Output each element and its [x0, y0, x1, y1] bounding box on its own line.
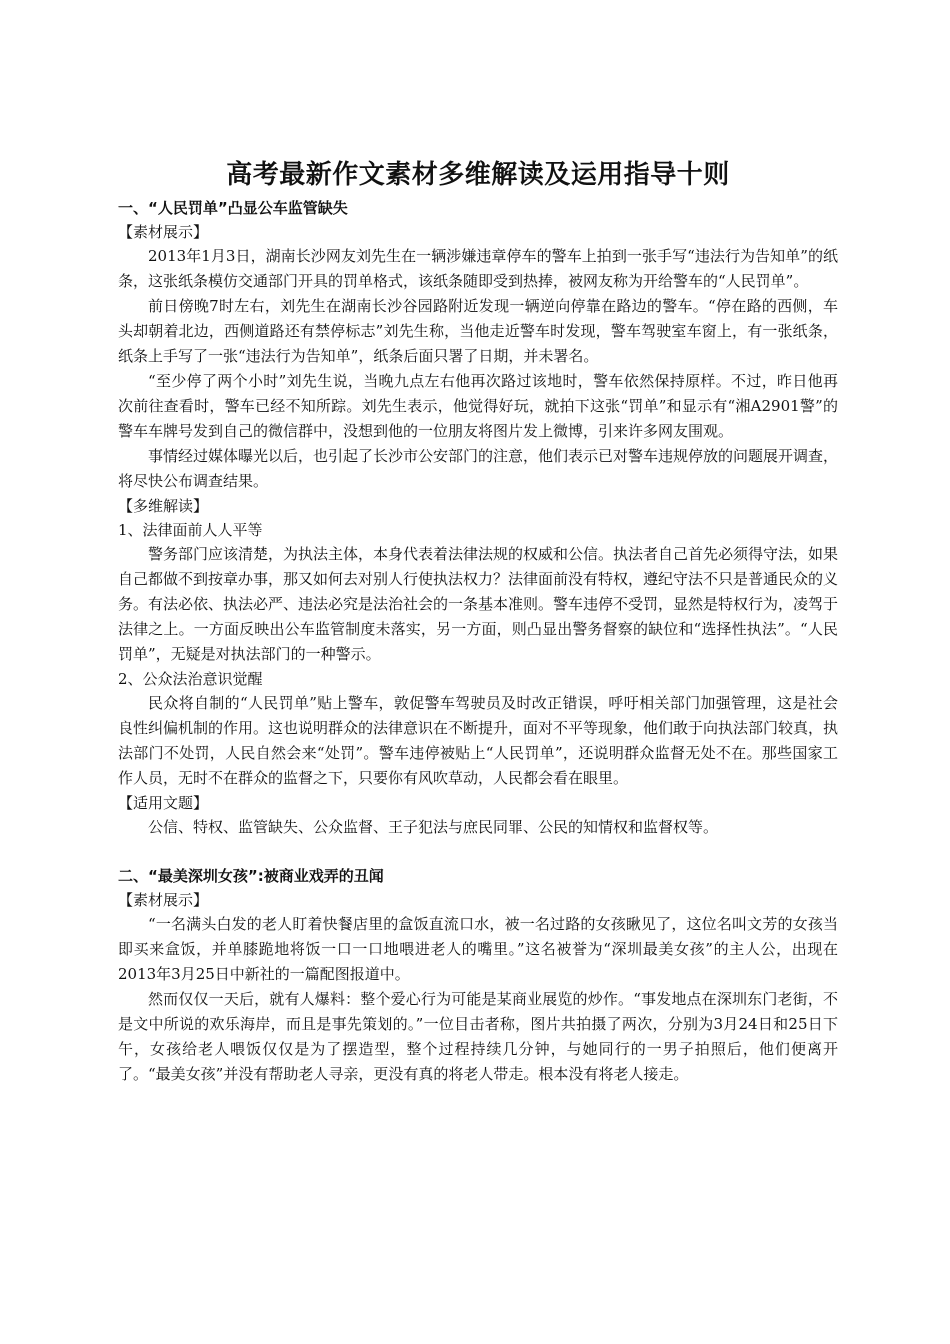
section-1-material-label: 【素材展示】 — [118, 223, 209, 241]
section-1-analysis-label: 【多维解读】 — [118, 497, 209, 515]
section-1-heading: 一、“人民罚单”凸显公车监管缺失 — [118, 199, 348, 217]
section-2-material-paragraph: 然而仅仅一天后，就有人爆料：整个爱心行为可能是某商业展览的炒作。“事发地点在深圳东门老街，不是文中所说的欢乐海岸，而且是事先策划的。”一位目击者称，图片共拍摄了两次，分别为3月24日和25日下午，女孩给老人喂饭仅仅是为了摆造型，整个过程持续几分钟，与她同行的一男子拍照后，他们便离开了。“最美女孩”并没有帮助老人寻亲，更没有真的将老人带走。根本没有将老人接走。 — [118, 990, 838, 1083]
section-1-material-paragraph: “至少停了两个小时”刘先生说，当晚九点左右他再次路过该地时，警车依然保持原样。不过，昨日他再次前往查看时，警车已经不知所踪。刘先生表示，他觉得好玩，就拍下这张“罚单”和显示有“湘A2901警”的警车车牌号发到自己的微信群中，没想到他的一位朋友将图片发上微博，引来许多网友围观。 — [118, 372, 838, 440]
section-2-heading: 二、“最美深圳女孩”:被商业戏弄的丑闻 — [118, 867, 384, 885]
section-1-topics-text: 公信、特权、监管缺失、公众监督、王子犯法与庶民同罪、公民的知情权和监督权等。 — [148, 818, 719, 836]
section-2 — [118, 864, 838, 1087]
section-1-point-1-heading: 1、法律面前人人平等 — [118, 521, 263, 539]
section-1-material-paragraph: 2013年1月3日，湖南长沙网友刘先生在一辆涉嫌违章停车的警车上拍到一张手写“违法行为告知单”的纸条，这张纸条模仿交通部门开具的罚单格式，该纸条随即受到热捧，被网友称为开给警车的“人民罚单”。 — [118, 247, 838, 290]
section-spacer — [118, 840, 838, 864]
section-1-topics-label: 【适用文题】 — [118, 794, 209, 812]
section-1 — [118, 196, 838, 840]
section-2-material-label: 【素材展示】 — [118, 891, 209, 909]
section-2-material-paragraph: “一名满头白发的老人盯着快餐店里的盒饭直流口水，被一名过路的女孩瞅见了，这位名叫文芳的女孩当即买来盒饭，并单膝跪地将饭一口一口地喂进老人的嘴里。”这名被誉为“深圳最美女孩”的主人公，出现在2013年3月25日中新社的一篇配图报道中。 — [118, 915, 838, 983]
document-title: 高考最新作文素材多维解读及运用指导十则 — [226, 160, 730, 190]
section-1-material-paragraph: 事情经过媒体曝光以后，也引起了长沙市公安部门的注意，他们表示已对警车违规停放的问题展开调查，将尽快公布调查结果。 — [118, 447, 839, 490]
section-1-material-paragraph: 前日傍晚7时左右，刘先生在湖南长沙谷园路附近发现一辆逆向停靠在路边的警车。“停在路的西侧，车头却朝着北边，西侧道路还有禁停标志”刘先生称，当他走近警车时发现，警车驾驶室车窗上，有一张纸条，纸条上手写了一张“违法行为告知单”，纸条后面只署了日期，并未署名。 — [118, 297, 838, 365]
section-1-point-2-heading: 2、公众法治意识觉醒 — [118, 670, 263, 688]
section-1-point-1-text: 警务部门应该清楚，为执法主体，本身代表着法律法规的权威和公信。执法者自己首先必须得守法，如果自己都做不到按章办事，那又如何去对别人行使执法权力？法律面前没有特权，遵纪守法不只是普通民众的义务。有法必依、执法必严、违法必究是法治社会的一条基本准则。警车违停不受罚，显然是特权行为，凌驾于法律之上。一方面反映出公车监管制度未落实，另一方面，则凸显出警务督察的缺位和“选择性执法”。“人民罚单”，无疑是对执法部门的一种警示。 — [118, 545, 839, 663]
document-page — [118, 156, 838, 1087]
section-1-point-2-text: 民众将自制的“人民罚单”贴上警车，敦促警车驾驶员及时改正错误，呼吁相关部门加强管理，这是社会良性纠偏机制的作用。这也说明群众的法律意识在不断提升，面对不平等现象，他们敢于向执法部门较真，执法部门不处罚，人民自然会来“处罚”。警车违停被贴上“人民罚单”，还说明群众监督无处不在。那些国家工作人员，无时不在群众的监督之下，只要你有风吹草动，人民都会看在眼里。 — [118, 694, 839, 787]
